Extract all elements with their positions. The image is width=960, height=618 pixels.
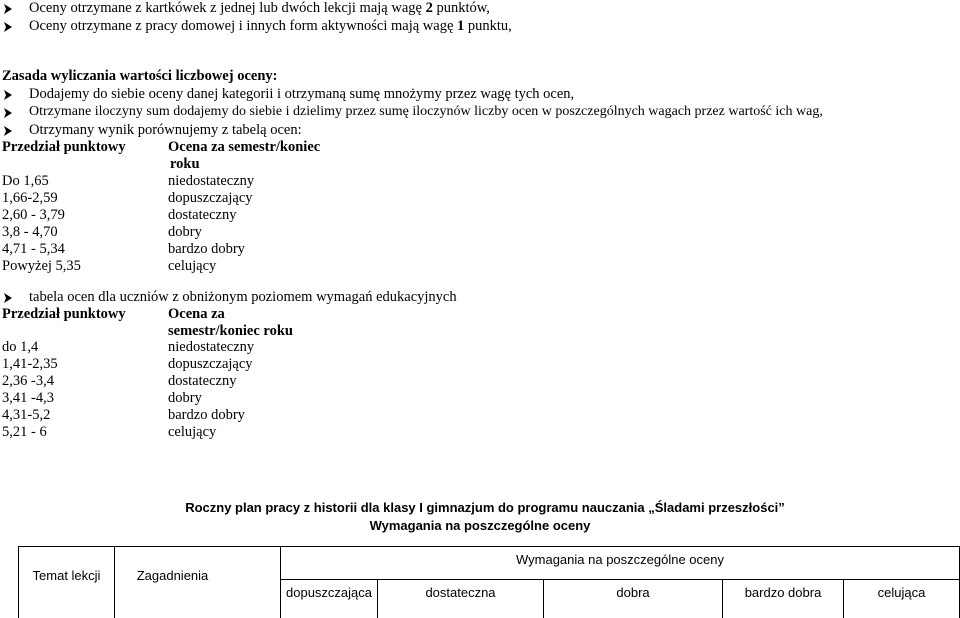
header-topic: Temat lekcji xyxy=(32,568,101,583)
column-header-grade-cont: roku xyxy=(170,156,200,172)
grade-cell: celujący xyxy=(168,424,217,440)
grade-cell: niedostateczny xyxy=(168,339,255,355)
grade-cell: dobry xyxy=(168,224,202,240)
arrowhead-bullet-icon xyxy=(3,107,13,119)
range-cell: do 1,4 xyxy=(2,339,39,355)
arrowhead-bullet-icon xyxy=(3,89,13,101)
grade-cell: dobry xyxy=(168,390,202,406)
rule-bullet-text: Otrzymane iloczyny sum dodajemy do siebie i dzielimy przez sumę iloczynów liczby ocen w poszczególnych wagach przez wartość ich wag, xyxy=(29,104,823,119)
rule-heading: Zasada wyliczania wartości liczbowej oceny: xyxy=(2,68,278,84)
grade-cell: dopuszczający xyxy=(168,356,253,372)
range-cell: 2,60 - 3,79 xyxy=(2,207,65,223)
header-grade-satisfactory: dostateczna xyxy=(425,585,496,600)
rule-text: Oceny otrzymane z pracy domowej i innych form aktywności mają wagę xyxy=(29,18,458,34)
plan-subtitle: Wymagania na poszczególne oceny xyxy=(369,518,591,533)
range-cell: Do 1,65 xyxy=(2,173,49,189)
grade-cell: bardzo dobry xyxy=(168,241,245,257)
range-cell: 3,8 - 4,70 xyxy=(2,224,58,240)
arrowhead-bullet-icon xyxy=(3,292,13,304)
header-grade-very-good: bardzo dobra xyxy=(744,585,822,600)
rule-bullet-text: Dodajemy do siebie oceny danej kategorii i otrzymaną sumę mnożymy przez wagę tych ocen, xyxy=(29,86,575,102)
grade-cell: dostateczny xyxy=(168,373,237,389)
header-grade-pass: dopuszczająca xyxy=(286,585,372,600)
grade-cell: niedostateczny xyxy=(168,173,255,189)
rule-bullet-text: Otrzymany wynik porównujemy z tabelą ocen: xyxy=(29,122,302,138)
grading-weight-rule-quizzes xyxy=(29,0,490,17)
table-border-mid xyxy=(280,579,960,580)
column-header-range: Przedział punktowy xyxy=(2,139,126,155)
range-cell: 1,66-2,59 xyxy=(2,190,58,206)
plan-title: Roczny plan pracy z historii dla klasy I gimnazjum do programu nauczania „Śladami przeszłości” xyxy=(185,500,785,515)
range-cell: 1,41-2,35 xyxy=(2,356,58,372)
rule-text-suffix: punktu, xyxy=(464,18,512,34)
column-header-grade: Ocena za semestr/koniec xyxy=(168,139,321,155)
column-header-range: Przedział punktowy xyxy=(2,306,126,322)
range-cell: 4,71 - 5,34 xyxy=(2,241,65,257)
grade-cell: dopuszczający xyxy=(168,190,253,206)
weight-value: 1 xyxy=(457,18,465,34)
arrowhead-bullet-icon xyxy=(3,21,13,33)
grade-cell: dostateczny xyxy=(168,207,237,223)
header-requirements: Wymagania na poszczególne oceny xyxy=(515,552,724,567)
column-header-grade: Ocena za xyxy=(168,306,225,322)
table-border-top xyxy=(18,546,960,547)
grading-weight-rule-homework xyxy=(29,18,512,35)
header-grade-excellent: celująca xyxy=(877,585,926,600)
arrowhead-bullet-icon xyxy=(3,3,13,15)
weight-value: 2 xyxy=(425,0,433,16)
range-cell: 4,31-5,2 xyxy=(2,407,51,423)
grade-cell: celujący xyxy=(168,258,217,274)
grade-cell: bardzo dobry xyxy=(168,407,245,423)
rule-text: Oceny otrzymane z kartkówek z jednej lub dwóch lekcji mają wagę xyxy=(29,0,426,16)
range-cell: 3,41 -4,3 xyxy=(2,390,54,406)
range-cell: Powyżej 5,35 xyxy=(2,258,81,274)
range-cell: 5,21 - 6 xyxy=(2,424,47,440)
range-cell: 2,36 -3,4 xyxy=(2,373,54,389)
table2-intro: tabela ocen dla uczniów z obniżonym poziomem wymagań edukacyjnych xyxy=(29,289,457,305)
arrowhead-bullet-icon xyxy=(3,125,13,137)
header-grade-good: dobra xyxy=(616,585,650,600)
column-header-grade-cont: semestr/koniec roku xyxy=(168,323,293,339)
rule-text-suffix: punktów, xyxy=(432,0,490,16)
header-issues: Zagadnienia xyxy=(136,568,209,583)
